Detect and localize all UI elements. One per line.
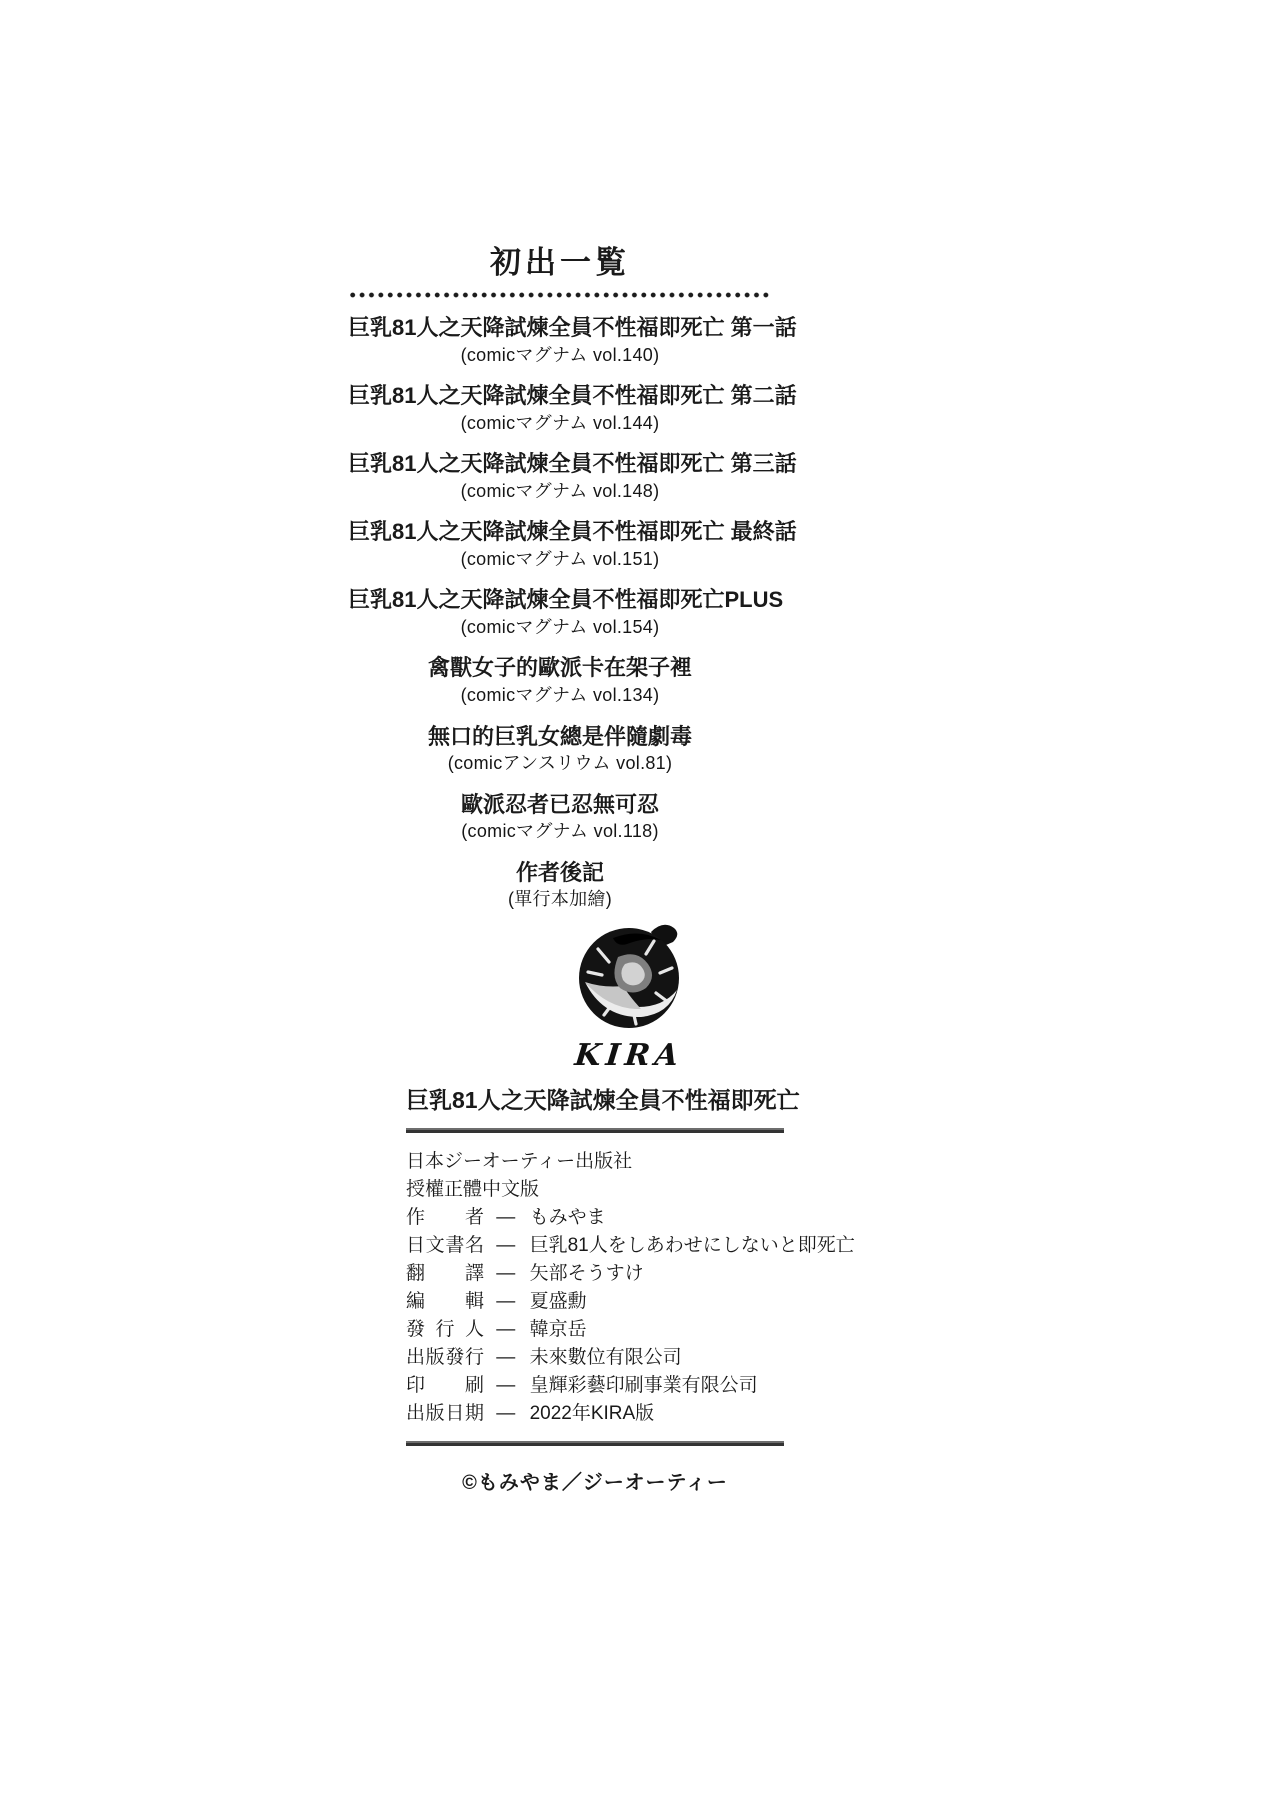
colophon-value: 夏盛勳 — [529, 1291, 587, 1312]
colophon-value: もみやま — [529, 1207, 606, 1228]
colophon-rule — [406, 1441, 784, 1446]
list-item — [348, 314, 797, 366]
colophon-row — [406, 1372, 784, 1400]
kira-wordmark: KIRA — [573, 1038, 686, 1073]
entry-title: 巨乳81人之天降試煉全員不性福即死亡 第三話 — [348, 451, 797, 477]
entry-title: 歐派忍者已忍無可忍 — [460, 791, 659, 817]
colophon-row — [406, 1288, 784, 1316]
copyright-line: ©もみやま／ジーオーティー — [462, 1472, 728, 1494]
page-title: 初出一覧 — [490, 245, 630, 280]
list-item — [348, 518, 797, 570]
publisher-logo — [440, 920, 818, 1075]
colophon-label: 印刷 — [406, 1375, 484, 1396]
colophon-row — [406, 1400, 784, 1428]
colophon-value: 矢部そうすけ — [529, 1263, 644, 1284]
colophon-separator: — — [496, 1235, 516, 1256]
colophon-separator: — — [496, 1319, 516, 1340]
dotted-divider — [348, 292, 772, 298]
entry-title: 作者後記 — [515, 859, 604, 885]
colophon-text: 日本ジーオーティー出版社 — [406, 1151, 633, 1172]
entry-source: (單行本加繪) — [507, 889, 613, 910]
entry-source: (comicマグナム vol.140) — [460, 344, 660, 365]
colophon-label: 日文書名 — [406, 1235, 484, 1256]
colophon-row — [406, 1260, 784, 1288]
title-rule — [406, 1128, 784, 1133]
colophon-separator: — — [496, 1291, 516, 1312]
colophon-label: 出版發行 — [406, 1347, 484, 1368]
list-item — [348, 586, 784, 638]
entry-title: 巨乳81人之天降試煉全員不性福即死亡 最終話 — [348, 519, 797, 545]
publication-list — [348, 314, 797, 911]
entry-source: (comicマグナム vol.154) — [460, 616, 660, 637]
entry-source: (comicマグナム vol.151) — [460, 548, 660, 569]
colophon-separator: — — [496, 1403, 516, 1424]
entry-source: (comicアンスリウム vol.81) — [447, 753, 673, 774]
colophon-value: 巨乳81人をしあわせにしないと即死亡 — [529, 1235, 855, 1256]
book-title: 巨乳81人之天降試煉全員不性福即死亡 — [406, 1087, 800, 1113]
colophon-row — [406, 1176, 784, 1204]
colophon-value: 未來數位有限公司 — [529, 1347, 682, 1368]
colophon-separator: — — [496, 1347, 516, 1368]
entry-source: (comicマグナム vol.148) — [460, 480, 660, 501]
entry-title: 禽獸女子的歐派卡在架子裡 — [427, 655, 692, 681]
entry-source: (comicマグナム vol.144) — [460, 412, 660, 433]
first-publication-list-section — [348, 244, 797, 927]
colophon-row — [406, 1316, 784, 1344]
colophon-row — [406, 1232, 855, 1260]
list-item — [348, 723, 772, 775]
colophon-separator: — — [496, 1375, 516, 1396]
colophon-row — [406, 1148, 784, 1176]
colophon-label: 出版日期 — [406, 1403, 484, 1424]
colophon-label: 翻譯 — [406, 1263, 484, 1284]
colophon-separator: — — [496, 1263, 516, 1284]
imprint-section — [406, 920, 855, 1495]
colophon-label: 發行人 — [406, 1319, 484, 1340]
colophon-row — [406, 1204, 784, 1232]
list-item — [348, 859, 772, 911]
colophon-row — [406, 1344, 784, 1372]
colophon-label: 編輯 — [406, 1291, 484, 1312]
list-item — [348, 382, 797, 434]
entry-title: 巨乳81人之天降試煉全員不性福即死亡 第一話 — [348, 315, 797, 340]
colophon-label: 作者 — [406, 1207, 484, 1228]
entry-title: 巨乳81人之天降試煉全員不性福即死亡 第二話 — [348, 383, 797, 409]
colophon-text: 授權正體中文版 — [406, 1179, 540, 1200]
colophon-value: 2022年KIRA版 — [529, 1403, 655, 1424]
colophon-value: 韓京岳 — [529, 1319, 587, 1340]
sickle-emblem-icon — [575, 920, 683, 1030]
colophon-value: 皇輝彩藝印刷事業有限公司 — [529, 1375, 758, 1396]
colophon — [406, 1148, 855, 1428]
entry-source: (comicマグナム vol.134) — [460, 684, 660, 705]
entry-source: (comicマグナム vol.118) — [461, 821, 659, 842]
colophon-separator: — — [496, 1207, 516, 1228]
list-item — [348, 450, 797, 502]
list-item — [348, 654, 772, 706]
entry-title: 巨乳81人之天降試煉全員不性福即死亡PLUS — [348, 587, 784, 613]
entry-title: 無口的巨乳女總是伴隨劇毒 — [427, 723, 692, 749]
list-item — [348, 791, 772, 843]
